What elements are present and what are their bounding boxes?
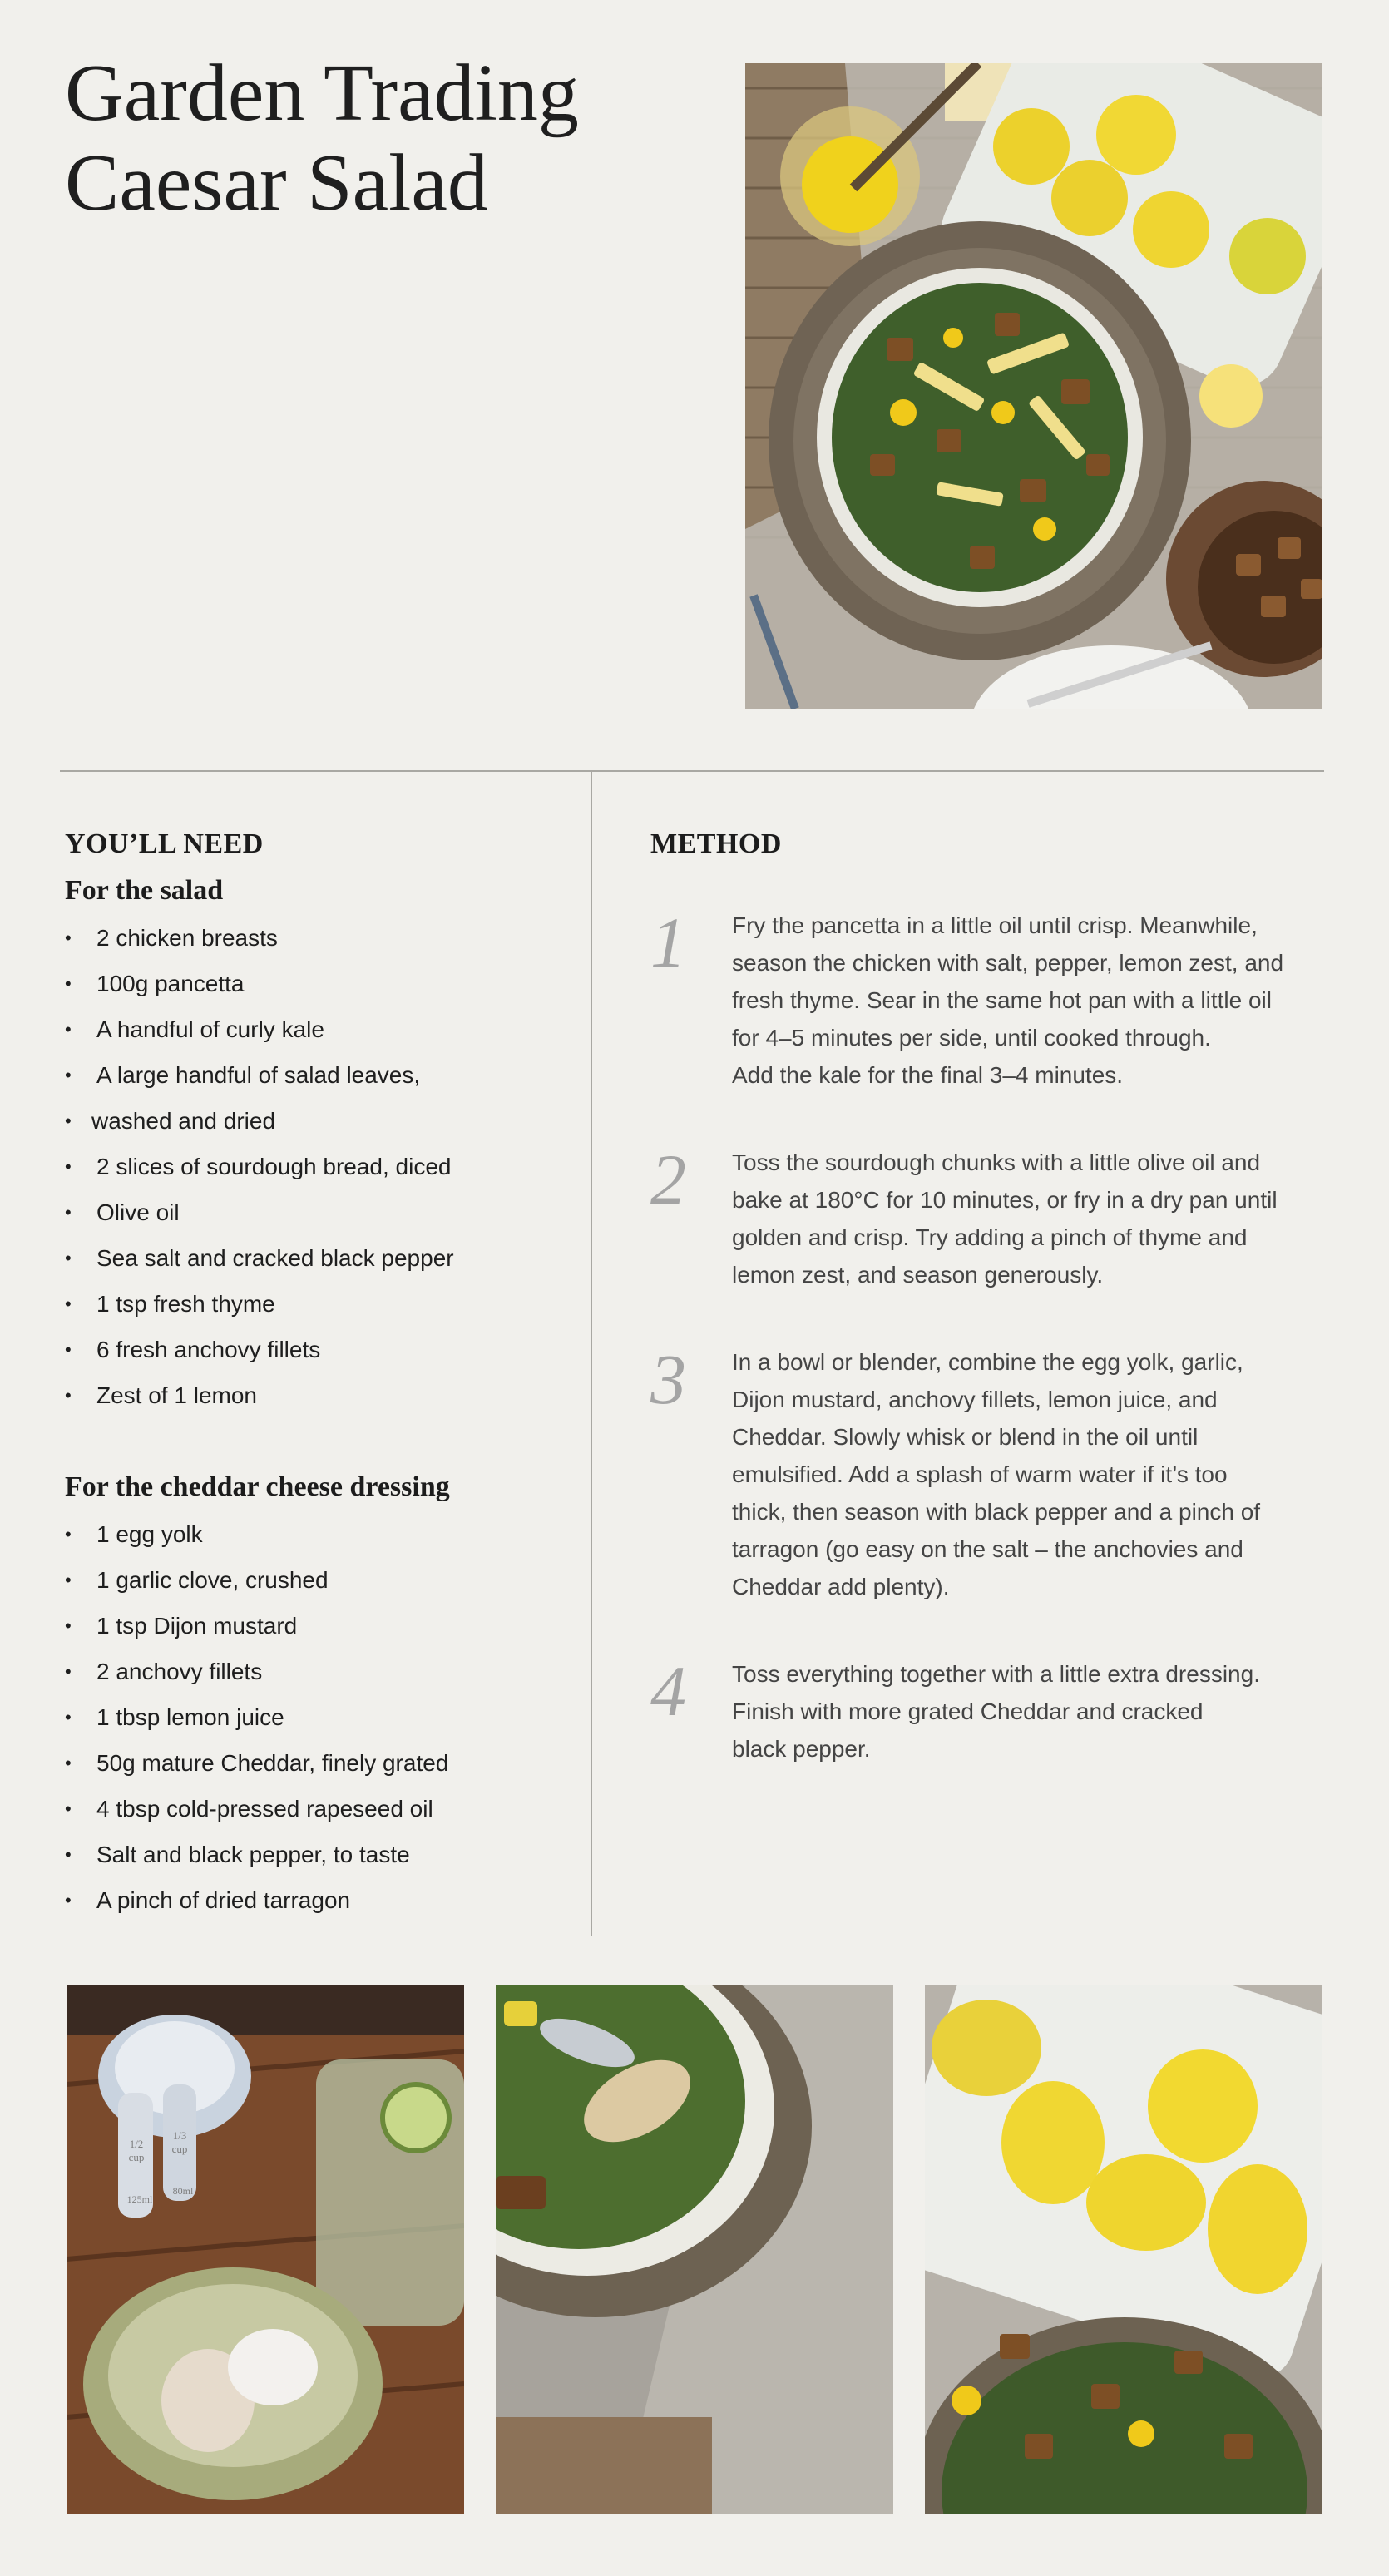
step-number: 4 (650, 1651, 686, 1731)
step-number: 3 (650, 1339, 686, 1419)
salad-subheading: For the salad (65, 875, 224, 906)
ingredient-item-continued: • washed and dried (65, 1098, 564, 1144)
ingredient-item: • 4 tbsp cold-pressed rapeseed oil (65, 1786, 564, 1832)
horizontal-divider (60, 770, 1324, 772)
ingredient-item: • 1 tsp fresh thyme (65, 1281, 564, 1327)
method-step (650, 1651, 1324, 1768)
hero-photo-salad (745, 63, 1322, 709)
vertical-divider (591, 772, 592, 1936)
ingredient-item: • Salt and black pepper, to taste (65, 1832, 564, 1877)
method-steps (650, 902, 1324, 1768)
measuring-cup-label: 125ml (126, 2193, 153, 2205)
step-text: In a bowl or blender, combine the egg yolk, garlic, Dijon mustard, anchovy fillets, lemon juice, and Cheddar. Slowly whisk or blend in the oil until emulsified. Add a splash of warm water if it’s too thick, then season with black pepper and a pinch of tarragon (go easy on the salt – the anchovies and Cheddar add plenty). (732, 1349, 1261, 1599)
ingredient-item: • 6 fresh anchovy fillets (65, 1327, 564, 1372)
step-text: Toss the sourdough chunks with a little olive oil and bake at 180°C for 10 minutes, or fry in a dry pan until golden and crisp. Try adding a pinch of thyme and lemon zest, and season generously. (732, 1150, 1278, 1288)
method-step (650, 1339, 1324, 1605)
recipe-title-line-2: Caesar Salad (65, 138, 488, 228)
ingredient-item: • 1 tbsp lemon juice (65, 1694, 564, 1740)
salad-ingredient-list (65, 915, 564, 1418)
ingredient-item: • Olive oil (65, 1189, 564, 1235)
measuring-cup-label: 1/3 (172, 2129, 187, 2142)
ingredient-item: • A pinch of dried tarragon (65, 1877, 564, 1923)
ingredient-item: • Zest of 1 lemon (65, 1372, 564, 1418)
ingredient-item: • 2 chicken breasts (65, 915, 564, 961)
recipe-title-line-1: Garden Trading (65, 48, 579, 138)
ingredients-column (65, 828, 564, 1923)
recipe-title (65, 48, 697, 228)
measuring-cup-label: cup (128, 2151, 145, 2163)
photo-eggs-measuring-cups (67, 1985, 464, 2514)
ingredient-item: • 1 tsp Dijon mustard (65, 1603, 564, 1649)
ingredient-item: • 50g mature Cheddar, finely grated (65, 1740, 564, 1786)
measuring-cup-label: cup (171, 2143, 188, 2155)
ingredient-item: • A handful of curly kale (65, 1006, 564, 1052)
measuring-cup-label: 1/2 (129, 2138, 144, 2150)
photo-salad-bowl-linen (496, 1985, 893, 2514)
photo-lemons-salad (925, 1985, 1322, 2514)
step-text: Fry the pancetta in a little oil until crisp. Meanwhile, season the chicken with salt, pepper, lemon zest, and fresh thyme. Sear in the same hot pan with a little oil for 4–5 minutes per side, until cooked through. Add the kale for the final 3–4 minutes. (732, 912, 1284, 1088)
dressing-subheading: For the cheddar cheese dressing (65, 1471, 450, 1502)
ingredient-item: • 2 slices of sourdough bread, diced (65, 1144, 564, 1189)
method-step (650, 1140, 1324, 1293)
step-number: 1 (650, 902, 686, 982)
ingredient-item: • 2 anchovy fillets (65, 1649, 564, 1694)
ingredient-item: • A large handful of salad leaves, (65, 1052, 564, 1098)
ingredient-item: • 100g pancetta (65, 961, 564, 1006)
dressing-ingredient-list (65, 1511, 564, 1923)
method-step (650, 902, 1324, 1094)
ingredient-item: • 1 garlic clove, crushed (65, 1557, 564, 1603)
step-text: Toss everything together with a little extra dressing. Finish with more grated Cheddar and cracked black pepper. (732, 1661, 1260, 1762)
measuring-cup-label: 80ml (172, 2185, 194, 2197)
method-heading: METHOD (650, 828, 782, 859)
ingredient-item: • Sea salt and cracked black pepper (65, 1235, 564, 1281)
ingredients-heading: YOU’LL NEED (65, 828, 264, 859)
step-number: 2 (650, 1140, 686, 1219)
ingredient-item: • 1 egg yolk (65, 1511, 564, 1557)
